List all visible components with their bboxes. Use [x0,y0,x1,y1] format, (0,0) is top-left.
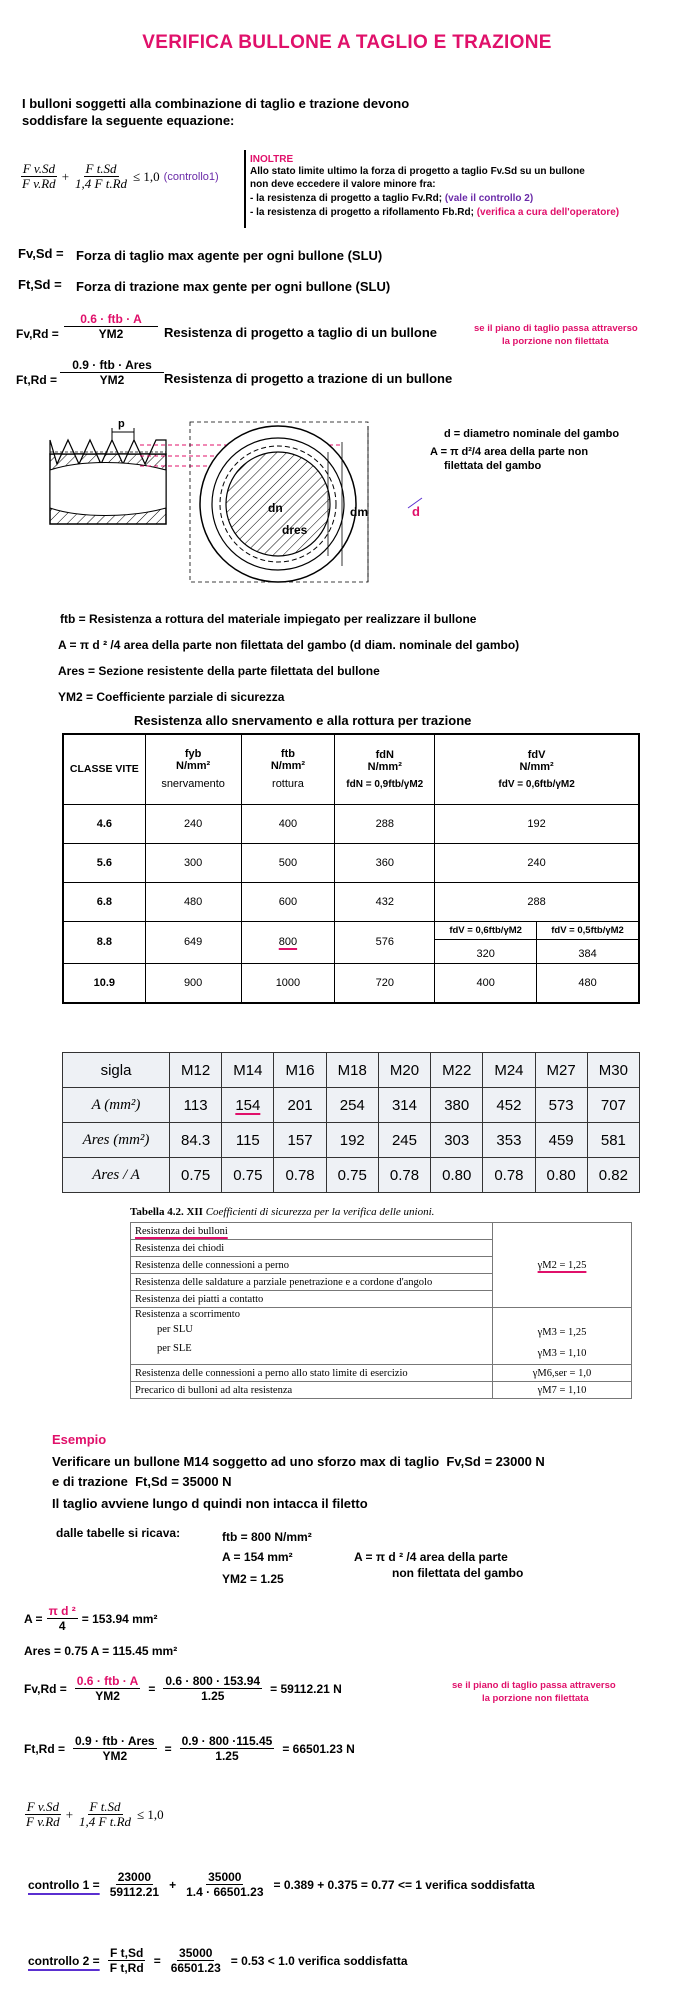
bolt-sizes-table [62,1052,640,1193]
def-ftsd-text: Forza di trazione max gente per ogni bullone (SLU) [76,279,391,294]
calc-ftrd: Ft,Rd = $\frac{\text{0.9 · ftb · Ares}}{YM2}$ = $\frac{0.9 \cdot 800 \cdot 115.45}{1.25}$ = 66501.23 N [24,1734,355,1763]
value-note-1: A = π d ² /4 area della parte [354,1550,508,1564]
equation-repeat: $\frac{\text{F v.Sd}}{\text{F v.Rd}}$ + $\frac{\text{F t.Sd}}{\text{1,4 F t.Rd}}$ ≤ 1,0 [26,1799,164,1829]
eq-num2: F t.Sd [85,161,117,176]
example-line-1: Verificare un bullone M14 soggetto ad uno sforzo max di taglio Fv,Sd = 23000 N [52,1454,545,1469]
inoltre-heading: INOLTRE [250,154,294,165]
eq-rhs: ≤ 1,0 [133,168,160,184]
table-row: 5.6 300 500 360 240 [63,843,639,882]
th-fdN: fdN N/mm² fdN = 0,9ftb/γM2 [335,734,435,804]
dn-label: dn [268,501,283,515]
def-ftrd-den: YM2 [99,373,125,387]
check-1-result: = 0.389 + 0.375 = 0.77 <= 1 verifica soddisfatta [273,1877,535,1892]
A-154-highlight: 154 [235,1096,261,1114]
table-row: 6.8 480 600 432 288 [63,882,639,921]
def-fvrd-frac [64,312,158,341]
symbol-ftb: ftb = Resistenza a rottura del materiale impiegato per realizzare il bullone [60,612,477,626]
page-title: VERIFICA BULLONE A TAGLIO E TRAZIONE [142,32,552,53]
table3-caption: Tabella 4.2. XII Coefficienti di sicurezza per la verifica delle unioni. [130,1206,435,1218]
calc-Ares: Ares = 0.75 A = 115.45 mm² [24,1644,178,1658]
def-ftrd-frac [60,358,164,387]
def-ftrd-num: 0.9 · ftb · Ares [60,358,164,373]
table1-caption: Resistenza allo snervamento e alla rottura per trazione [134,713,472,728]
gamma-m2-highlight: γM2 = 1,25 [537,1259,587,1271]
bolt-thread-figure [20,412,440,592]
def-fvrd-num: 0.6 · ftb · A [64,312,158,327]
def-fvrd-note-1: se il piano di taglio passa attraverso [474,323,638,334]
def-ftsd-symbol: Ft,Sd = [18,277,62,292]
th-fdV: fdV N/mm² fdV = 0,6ftb/γM2 [435,734,639,804]
intro-line-2: soddisfare la seguente equazione: [22,113,235,128]
def-fvsd-text: Forza di taglio max agente per ogni bullone (SLU) [76,248,383,263]
def-fvrd-text: Resistenza di progetto a taglio di un bullone [164,325,438,340]
d-label: d [412,504,420,519]
value-note-2: non filettata del gambo [392,1566,524,1580]
def-ftrd-symbol: Ft,Rd = [16,373,57,387]
check-2: controllo 2 = $\frac{\text{F t,Sd}}{\text{F t,Rd}}$ = $\frac{35000}{66501.23}$ = 0.53 < 1.0 verifica soddisfatta [28,1946,408,1975]
dres-label: dres [282,523,308,537]
eq-den1: F v.Rd [22,176,56,191]
ftb-800-highlight: 800 [278,936,298,948]
table-row: Ares (mm²) 84.3 115 157 192 245 303 353 459 581 [63,1123,640,1158]
symbol-YM2: YM2 = Coefficiente parziale di sicurezza [58,690,285,704]
value-ftb: ftb = 800 N/mm² [222,1530,312,1544]
th-fyb: fyb N/mm² snervamento [145,734,241,804]
table-row: 8.8 649 800 576 fdV = 0,6ftb/γM2 320 fdV = 0,5ftb/γM2 384 [63,921,639,963]
table-row: 4.6 240 400 288 192 [63,804,639,843]
main-equation [20,162,219,191]
inoltre-line-1: Allo stato limite ultimo la forza di progetto a taglio Fv.Sd su un bullone [250,166,585,177]
figure-legend-2: A = π d²/4 area della parte non [430,446,589,458]
def-fvrd-den: YM2 [98,327,124,341]
eq-plus: + [61,168,70,184]
dm-label: dm [350,505,368,519]
intro-line-1: I bulloni soggetti alla combinazione di taglio e trazione devono [22,96,410,111]
inoltre-note-4: (verifica a cura dell'operatore) [476,207,620,218]
safety-coeff-table: Resistenza dei bulloni γM2 = 1,25 Resistenza dei chiodi Resistenza delle connessioni a perno Resistenza delle saldature a parziale penetrazione e a cordone d'angolo Resistenza dei piatti a contatto Resistenza a scorrimento per SLU per SLE γM3 = 1,25 γM3 = 1,10 Resistenza delle connessioni a perno allo stato limite di esercizio γM6,ser = 1,0 Precarico di bulloni ad alta resistenza γM7 = 1,10 [130,1222,632,1399]
example-line-3: Il taglio avviene lungo d quindi non intacca il filetto [52,1496,368,1511]
check-2-result: = 0.53 < 1.0 verifica soddisfatta [230,1953,408,1968]
calc-fvrd-note-2: la porzione non filettata [482,1693,589,1704]
table-row: A (mm²) 113 154 201 254 314 380 452 573 707 [63,1088,640,1123]
eq-num1: F v.Sd [22,161,55,176]
symbol-A: A = π d ² /4 area della parte non filettata del gambo (d diam. nominale del gambo) [58,638,520,652]
def-ftrd-text: Resistenza di progetto a trazione di un bullone [164,371,453,386]
value-A: A = 154 mm² [222,1550,293,1564]
check-1-label: controllo 1 = [28,1877,100,1892]
eq-den2: 1,4 F t.Rd [75,176,128,191]
table-row: sigla M12 M14 M16 M18 M20 M22 M24 M27 M30 [63,1053,640,1088]
check-2-label: controllo 2 = [28,1953,100,1968]
calc-fvrd: Fv,Rd = $\frac{\text{0.6 · ftb · A}}{YM2}$ = $\frac{0.6 \cdot 800 \cdot 153.94}{1.25}$ = 59112.21 N [24,1674,342,1703]
th-classe: CLASSE VITE [63,734,145,804]
value-YM2: YM2 = 1.25 [222,1572,284,1586]
def-fvsd-symbol: Fv,Sd = [18,246,64,261]
example-heading: Esempio [52,1432,107,1447]
def-fvrd-note-2: la porzione non filettata [502,336,609,347]
example-line-2: e di trazione Ft,Sd = 35000 N [52,1474,232,1489]
th-ftb: ftb N/mm² rottura [241,734,335,804]
inoltre-divider [244,150,246,228]
inoltre-note-3: (vale il controllo 2) [444,193,534,204]
calc-A: A = $\frac{\text{π d ²}}{4}$ = 153.94 mm² [24,1604,158,1633]
figure-legend-1: d = diametro nominale del gambo [444,428,620,440]
table-row: 10.9 900 1000 720 400 480 [63,963,639,1003]
strength-table [62,733,640,1004]
check-1: controllo 1 = $\frac{23000}{59112.21}$ + $\frac{35000}{1.4 \cdot 66501.23}$ = 0.389 + 0.375 = 0.77 <= 1 verifica soddisfatta [28,1870,535,1899]
def-fvrd-symbol: Fv,Rd = [16,327,59,341]
symbol-Ares: Ares = Sezione resistente della parte filettata del bullone [58,664,380,678]
eq-tag: (controllo1) [163,170,219,183]
inoltre-line-3: - la resistenza di progetto a taglio Fv.Rd; (vale il controllo 2) [250,193,534,204]
calc-fvrd-note-1: se il piano di taglio passa attraverso [452,1680,616,1691]
inoltre-line-4: - la resistenza di progetto a rifollamento Fb.Rd; (verifica a cura dell'operatore) [250,207,620,218]
example-line-4: dalle tabelle si ricava: [56,1526,181,1540]
pitch-label: p [118,418,125,430]
table-row: Ares / A 0.75 0.75 0.78 0.75 0.78 0.80 0.78 0.80 0.82 [63,1158,640,1193]
thread-core [50,463,166,516]
inoltre-line-2: non deve eccedere il valore minore fra: [250,179,436,190]
figure-legend-3: filettata del gambo [444,460,542,472]
